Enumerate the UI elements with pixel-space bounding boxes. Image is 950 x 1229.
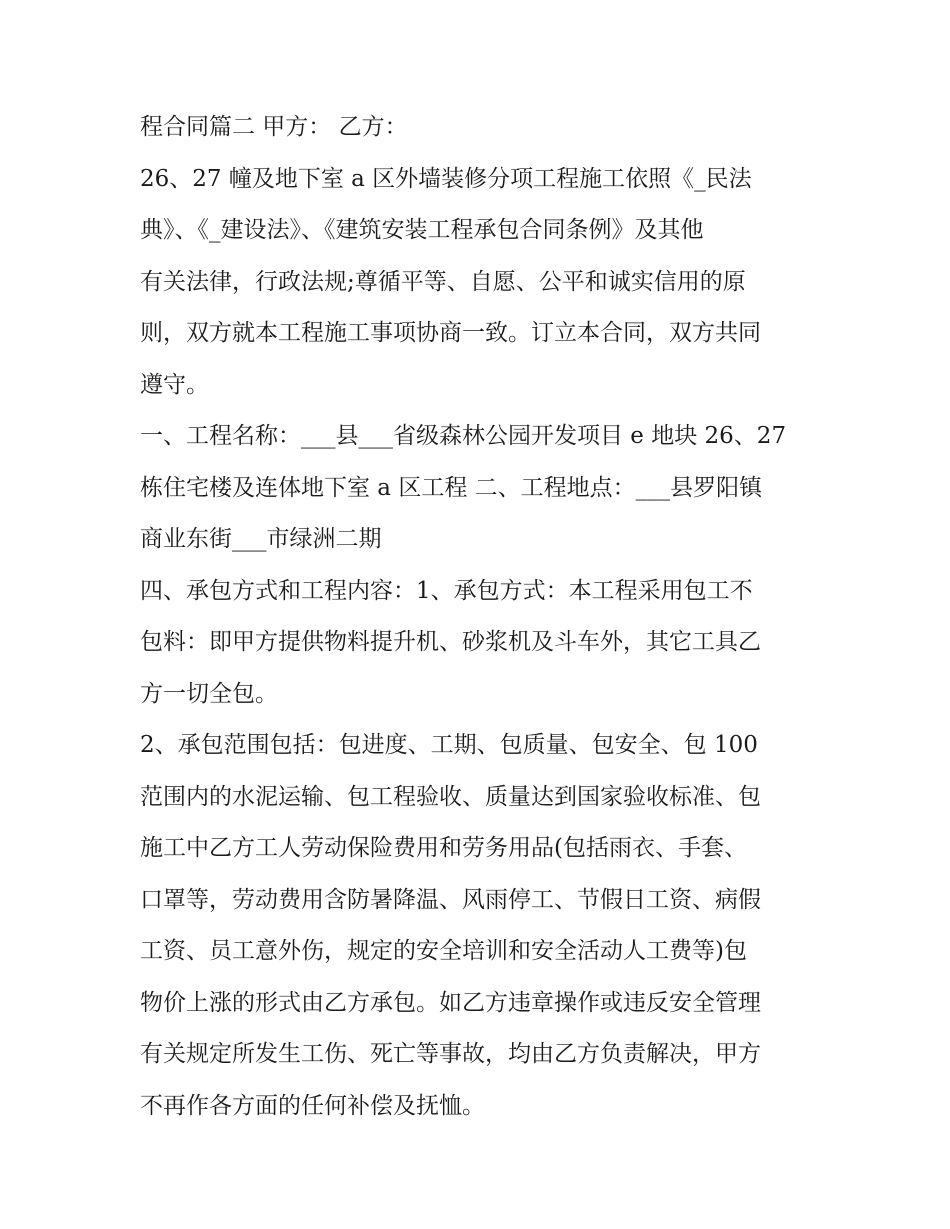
text-line: 包料：即甲方提供物料提升机、砂浆机及斗车外，其它工具乙 [140, 629, 761, 655]
text-line: 不再作各方面的任何补偿及抚恤。 [140, 1092, 485, 1119]
text-line: 方一切全包。 [140, 680, 278, 707]
text-line: 遵守。 [140, 371, 209, 398]
text-line: 工资、员工意外伤，规定的安全培训和安全活动人工费等)包 [140, 938, 747, 964]
paragraph-contract-method [140, 566, 820, 721]
text-line: 一、工程名称：___县___省级森林公园开发项目 e 地块 26、27 [140, 423, 787, 449]
text-line: 商业东街___市绿洲二期 [140, 526, 382, 552]
text-line: 物价上涨的形式由乙方承包。如乙方违章操作或违反安全管理 [140, 989, 761, 1016]
text-line: 口罩等，劳动费用含防暑降温、风雨停工、节假日工资、病假 [140, 886, 761, 913]
text-line: 则，双方就本工程施工事项协商一致。订立本合同，双方共同 [140, 320, 761, 346]
text-line: 典》、《_建设法》、《建筑安装工程承包合同条例》及其他 [140, 217, 704, 243]
text-line: 栋住宅楼及连体地下室 a 区工程 二、工程地点：___县罗阳镇 [140, 474, 763, 501]
paragraph-project-name [140, 411, 820, 566]
text-line: 26、27 幢及地下室 a 区外墙装修分项工程施工依照《_民法 [140, 165, 752, 192]
text-line: 四、承包方式和工程内容：1、承包方式：本工程采用包工不 [140, 577, 753, 604]
text-line: 程合同篇二 甲方： 乙方： [140, 114, 408, 140]
text-line: 范围内的水泥运输、包工程验收、质量达到国家验收标准、包 [140, 783, 761, 810]
text-line: 有关规定所发生工伤、死亡等事故，均由乙方负责解决，甲方 [140, 1041, 761, 1067]
paragraph-legal-basis [140, 154, 820, 412]
contract-header-line [140, 102, 820, 154]
document-body [140, 102, 820, 1132]
text-line: 有关法律，行政法规;尊循平等、自愿、公平和诚实信用的原 [140, 268, 746, 295]
text-line: 2、承包范围包括：包进度、工期、包质量、包安全、包 100 [140, 732, 758, 758]
paragraph-contract-scope [140, 720, 820, 1132]
text-line: 施工中乙方工人劳动保险费用和劳务用品(包括雨衣、手套、 [140, 835, 747, 861]
